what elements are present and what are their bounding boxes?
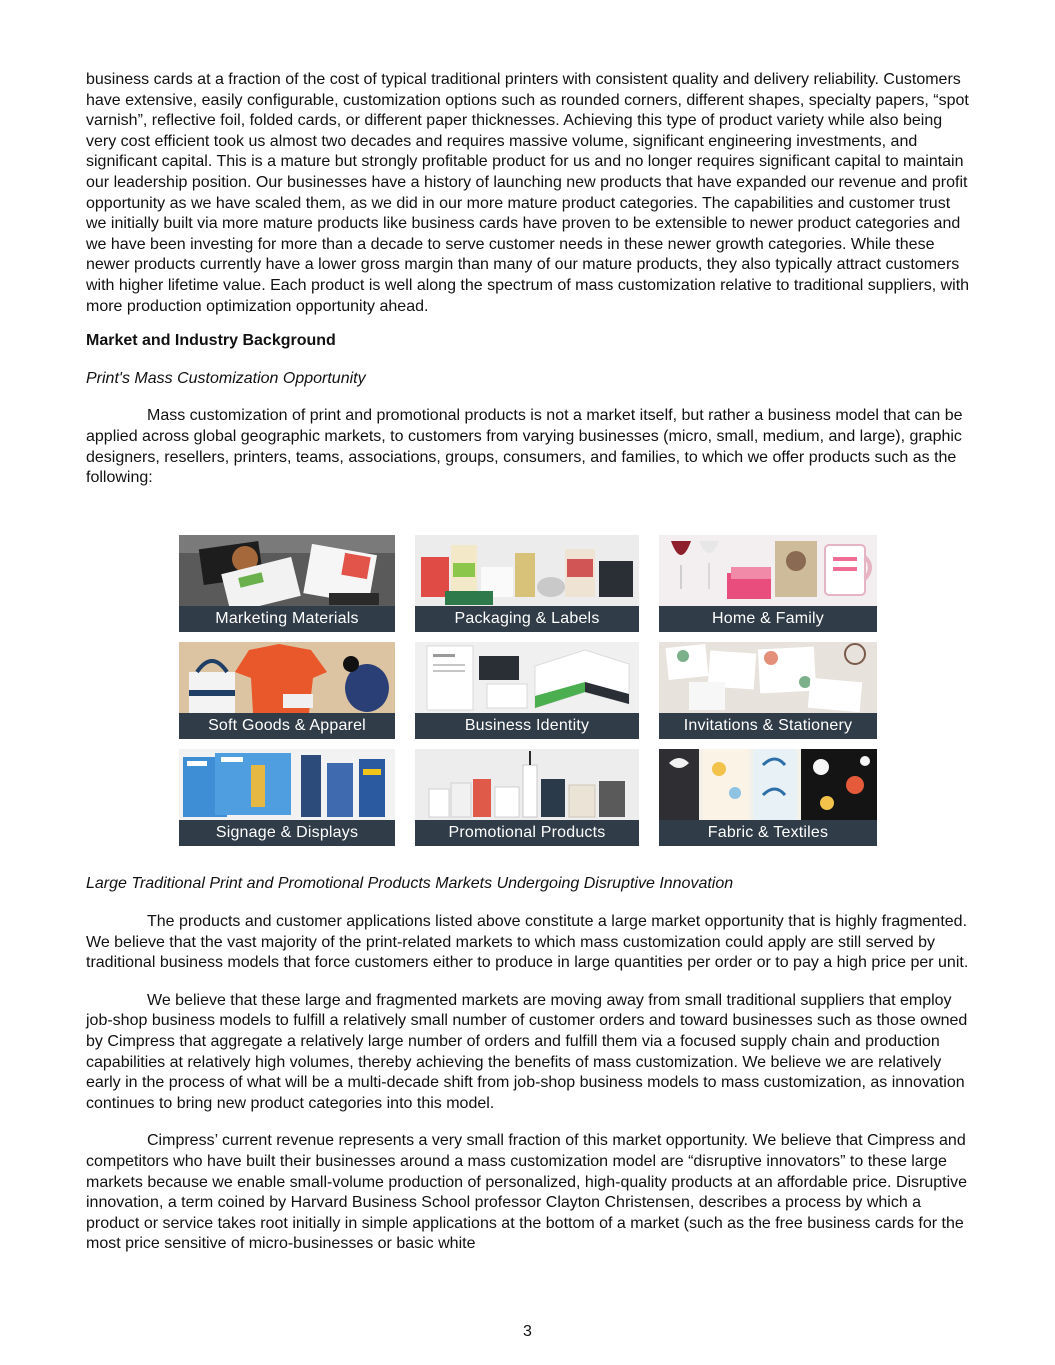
signage-displays-photo (179, 749, 395, 820)
packaging-labels-photo (415, 535, 639, 606)
tile-business-identity (415, 642, 639, 739)
document-lower-body (86, 912, 970, 1272)
paragraph-cimpress-revenue: Cimpress’ current revenue represents a very small fraction of this market opportunity. We believe that Cimpress and competitors who have built their businesses around a mass customization model are “disruptive innovators” to these large markets because we enable small-volume production of personalized, high-quality products at an affordable price. Disruptive innovation, a term coined by Harvard Business School professor Clayton Christensen, describes a process by which a product or service takes root initially in simple applications at the bottom of a market (such as the free business cards for the most price sensitive of micro-businesses or basic white (86, 1132, 968, 1253)
caption-promotional-products: Promotional Products (415, 820, 639, 846)
caption-packaging-labels: Packaging & Labels (415, 606, 639, 632)
subheading-mass-customization: Print's Mass Customization Opportunity (86, 369, 366, 387)
business-identity-photo (415, 642, 639, 713)
tile-signage-displays (179, 749, 395, 846)
tile-soft-goods-apparel (179, 642, 395, 739)
subheading-disruptive-innovation: Large Traditional Print and Promotional Products Markets Undergoing Disruptive Innovation (86, 875, 734, 892)
paragraph-mass-customization: Mass customization of print and promotional products is not a market itself, but rather a business model that can be applied across global geographic markets, to customers from varying businesses (micro, small, medium, and large), graphic designers, resellers, printers, teams, associations, groups, consumers, and families, to which we offer products such as the following: (86, 407, 963, 487)
paragraph-market-shift: We believe that these large and fragmented markets are moving away from small traditional suppliers that employ job-shop business models to fulfill a relatively small number of customer orders and toward businesses such as those owned by Cimpress that aggregate a relatively large number of orders and fulfill them via a focused supply chain and production capabilities at relatively high volumes, thereby achieving the benefits of mass customization. We believe we are relatively early in the process of what will be a multi-decade shift from job-shop business models to mass customization, as innovation continues to bring new product categories into this model. (86, 991, 968, 1112)
fabric-textiles-photo (659, 749, 877, 820)
caption-signage-displays: Signage & Displays (179, 820, 395, 846)
marketing-materials-photo (179, 535, 395, 606)
product-category-grid (179, 535, 876, 845)
paragraph-fragmented-market: The products and customer applications listed above constitute a large market opportunity that is highly fragmented. We believe that the vast majority of the print-related markets to which mass customization could apply are still served by traditional business models that force customers either to produce in large quantities per order or to pay a high price per unit. (86, 913, 969, 972)
tile-packaging-labels (415, 535, 639, 632)
tile-marketing-materials (179, 535, 395, 632)
caption-business-identity: Business Identity (415, 713, 639, 739)
tile-promotional-products (415, 749, 639, 846)
tile-invitations-stationery (659, 642, 877, 739)
page-number: 3 (523, 1323, 532, 1340)
caption-marketing-materials: Marketing Materials (179, 606, 395, 632)
intro-paragraph: business cards at a fraction of the cost of typical traditional printers with consistent quality and delivery reliability. Customers have extensive, easily configurable, customization options such as rounded corners, different shapes, specialty papers, “spot varnish”, reflective foil, folded cards, or different paper thicknesses. Achieving this type of product variety while also being very cost efficient took us almost two decades and requires massive volume, significant engineering investments, and significant capital. This is a mature but strongly profitable product for us and no longer requires significant capital to maintain our leadership position. Our businesses have a history of launching new products that have expanded our revenue and profit opportunity as we have scaled them, as we did in our more mature product categories. The capabilities and customer trust we initially built via more mature products like business cards have proven to be extensible to newer product categories and we have been investing for more than a decade to serve customer needs in these newer growth categories. While these newer products currently have a lower gross margin than many of our mature products, they also typically attract customers with higher lifetime value. Each product is well along the spectrum of mass customization relative to traditional suppliers, with more production optimization opportunity ahead. (86, 71, 970, 315)
section-heading: Market and Industry Background (86, 332, 336, 350)
tile-fabric-textiles (659, 749, 877, 846)
invitations-stationery-photo (659, 642, 877, 713)
document-page-body (86, 70, 970, 506)
home-family-photo (659, 535, 877, 606)
caption-fabric-textiles: Fabric & Textiles (659, 820, 877, 846)
tile-home-family (659, 535, 877, 632)
caption-soft-goods-apparel: Soft Goods & Apparel (179, 713, 395, 739)
caption-home-family: Home & Family (659, 606, 877, 632)
soft-goods-apparel-photo (179, 642, 395, 713)
promotional-products-photo (415, 749, 639, 820)
caption-invitations-stationery: Invitations & Stationery (659, 713, 877, 739)
